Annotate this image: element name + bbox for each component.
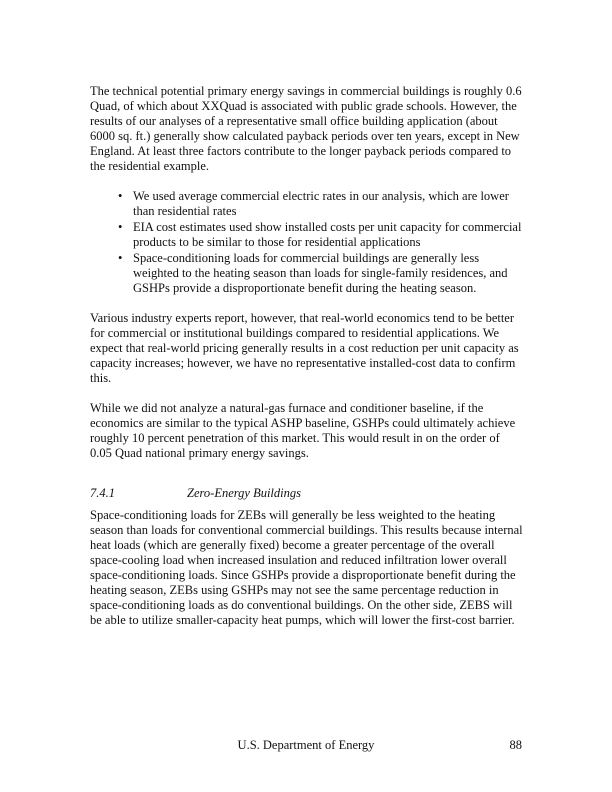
section-number: 7.4.1 [90,486,115,500]
section-heading [90,486,523,501]
paragraph-zero-energy-buildings: Space-conditioning loads for ZEBs will generally be less weighted to the heating season than loads for conventional commercial buildings. This results because internal heat loads (which are generally fixed) become a greater percentage of the overall space-cooling load when increased insulation and reduced infiltration lower overall space-conditioning loads. Since GSHPs provide a disproportionate benefit during the heating season, ZEBs using GSHPs may not see the same percentage reduction in space-conditioning loads as do conventional buildings. On the other side, ZEBS will be able to utilize smaller-capacity heat pumps, which will lower the first-cost barrier. [90,508,523,627]
bullet-item: • Space-conditioning loads for commercial buildings are generally less weighted to the heating season than loads for single-family residences, and GSHPs provide a disproportionate benefit during the heating season. [90,251,523,296]
page-body-text [90,84,523,643]
page-footer [90,738,522,753]
paragraph-industry-experts: Various industry experts report, however, that real-world economics tend to be better for commercial or institutional buildings compared to residential applications. We expect that real-world pricing generally results in a cost reduction per unit capacity as capacity increases; however, we have no representative installed-cost data to confirm this. [90,311,519,385]
bullet-item: • EIA cost estimates used show installed costs per unit capacity for commercial products to be similar to those for residential applications [90,220,523,250]
paragraph-natural-gas-baseline: While we did not analyze a natural-gas furnace and conditioner baseline, if the economics are similar to the typical ASHP baseline, GSHPs could ultimately achieve roughly 10 percent penetration of this market. This would result in on the order of 0.05 Quad national primary energy savings. [90,401,516,460]
paragraph-technical-potential: The technical potential primary energy savings in commercial buildings is roughly 0.6 Quad, of which about XXQuad is associated with public grade schools. However, the results of our analyses of a representative small office building application (about 6000 sq. ft.) generally show calculated payback periods over ten years, except in New England. At least three factors contribute to the longer payback periods compared to the residential example. [90,84,522,173]
footer-organization: U.S. Department of Energy [237,738,375,752]
section-title: Zero-Energy Buildings [187,486,301,500]
footer-page-number: 88 [509,738,522,752]
bullet-item: • We used average commercial electric rates in our analysis, which are lower than residential rates [90,189,523,219]
payback-factors-bullet-list [90,189,523,296]
